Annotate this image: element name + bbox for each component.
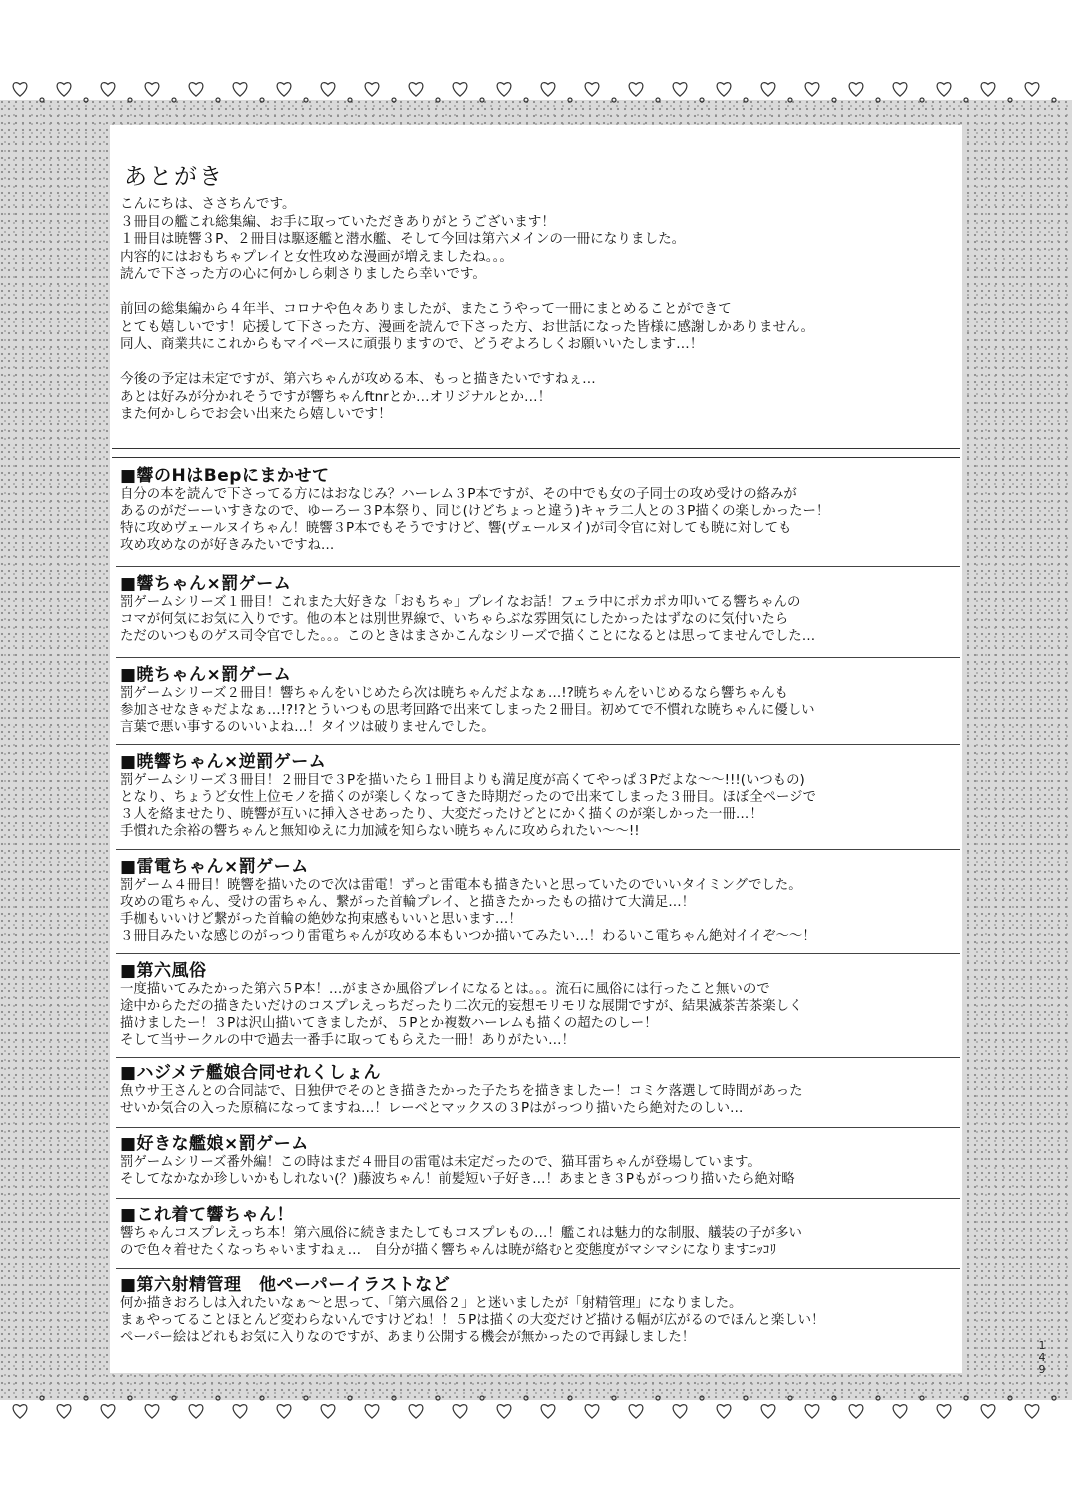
lace-dot [392, 1396, 396, 1400]
heart-ornament [101, 83, 115, 96]
section-body: 自分の本を読んで下さってる方にはおなじみ？ハーレム３P本ですが、その中でも女の子同士の攻め受けの絡みが あるのがだーーいすきなので、ゆーろー３P本祭り、同じ(けどちょっと違う)キャラ二人との３P描くの楽しかったー！ 特に攻めヴェールヌイちゃん！暁響３P本でもそうですけど、響(ヴェールヌイ)が司令官に対しても暁に対しても 攻め攻めなのが好きみたいですね… [120, 487, 830, 553]
afterword-body: こんにちは、ささちんです。 ３冊目の艦これ総集編、お手に取っていただきありがとうございます！ １冊目は暁響３P、２冊目は駆逐艦と潜水艦、そして今回は第六メインの一冊になりました。 内容的にはおもちゃプレイと女性攻めな漫画が増えましたね。。。 読んで下さった方の心に何かしら刺さりましたら幸いです。 前回の総集編から４年半、コロナや色々ありましたが、またこうやって一冊にまとめることができて とても嬉しいです！応援して下さった方、漫画を読んで下さった方、お世話になった皆様に感謝しかありません。 同人、商業共にこれからもマイペースに頑張りますので、どうぞよろしくお願いいたします…！ 今後の予定は未定ですが、第六ちゃんが攻める本、もっと描きたいですねぇ… あとは好みが分かれそうですが響ちゃんftnrとか…オリジナルとか…！ また何かしらでお会い出来たら嬉しいです！ [120, 196, 815, 422]
double-divider [112, 448, 960, 458]
lace-dot [304, 98, 308, 102]
section-divider [116, 744, 960, 745]
heart-ornament [57, 1405, 71, 1418]
heart-ornament [453, 1405, 467, 1418]
heart-ornament [761, 83, 775, 96]
lace-dot [920, 1396, 924, 1400]
lace-dot [216, 1396, 220, 1400]
afterword-title: あとがき [124, 164, 224, 190]
section-dairoku-fuuzoku [120, 961, 958, 1049]
heart-ornament [13, 83, 27, 96]
lace-dot [656, 98, 660, 102]
page-number: 1 4 9 [1038, 1339, 1046, 1376]
section-koreki-hibiki [120, 1205, 958, 1259]
heart-ornament [233, 1405, 247, 1418]
lace-dot [436, 1396, 440, 1400]
lace-dot [40, 98, 44, 102]
lace-dot [172, 98, 176, 102]
lace-dot [1052, 98, 1056, 102]
heart-ornament [717, 83, 731, 96]
lace-dot [436, 98, 440, 102]
lace-dot [348, 1396, 352, 1400]
heart-ornament [277, 1405, 291, 1418]
lace-dot [1052, 1396, 1056, 1400]
lace-dot [832, 1396, 836, 1400]
heart-ornament [321, 83, 335, 96]
lace-dot [84, 98, 88, 102]
section-title: ■これ着て響ちゃん！ [120, 1205, 295, 1225]
heart-ornament [805, 1405, 819, 1418]
heart-ornament [189, 1405, 203, 1418]
heart-ornament [893, 1405, 907, 1418]
heart-ornament [277, 83, 291, 96]
heart-lace-bottom-border [0, 1392, 1072, 1428]
lace-dot [964, 1396, 968, 1400]
lace-dot [700, 98, 704, 102]
section-body: 罰ゲームシリーズ１冊目！これまた大好きな「おもちゃ」プレイなお話！フェラ中にポカポカ叩いてる響ちゃんの コマが何気にお気に入りです。他の本とは別世界線で、いちゃらぶな雰囲気にしたかったはずなのに気付いたら ただのいつものゲス司令官でした。。。このときはまさかこんなシリーズで描くことになるとは思ってませんでした… [120, 595, 816, 644]
lace-dot [128, 1396, 132, 1400]
section-body: 何か描きおろしは入れたいなぁ～と思って、「第六風俗２」と迷いましたが「射精管理」になりました。 まぁやってることほとんど変わらないんですけどね！！５Pは描くの大変だけど描ける幅が広がるのでほんと楽しい！ ペーパー絵はどれもお気に入りなのですが、あまり公開する機会が無かったので再録しました！ [120, 1296, 825, 1345]
heart-ornament [189, 83, 203, 96]
lace-dot [700, 1396, 704, 1400]
lace-dot [568, 1396, 572, 1400]
heart-ornament [761, 1405, 775, 1418]
heart-ornament [629, 1405, 643, 1418]
lace-dot [612, 98, 616, 102]
lace-dot [216, 98, 220, 102]
heart-ornament [849, 83, 863, 96]
heart-ornament [585, 83, 599, 96]
section-divider [116, 657, 960, 658]
heart-ornament [497, 1405, 511, 1418]
section-title: ■ハジメテ艦娘合同せれくしょん [120, 1063, 382, 1083]
section-divider [116, 1198, 960, 1199]
section-divider [116, 953, 960, 954]
lace-dot [40, 1396, 44, 1400]
heart-ornament [629, 83, 643, 96]
heart-ornament [981, 83, 995, 96]
lace-dot [920, 98, 924, 102]
section-hibiki-punishment [120, 574, 958, 645]
lace-dot [744, 98, 748, 102]
heart-ornament [673, 1405, 687, 1418]
section-divider [116, 849, 960, 850]
heart-ornament [937, 83, 951, 96]
lace-dot [876, 98, 880, 102]
lace-dot [656, 1396, 660, 1400]
heart-ornament [937, 1405, 951, 1418]
lace-dot [524, 1396, 528, 1400]
section-title: ■響のHはBepにまかせて [120, 466, 330, 486]
lace-dot [128, 98, 132, 102]
lace-dot [744, 1396, 748, 1400]
heart-ornament [1025, 1405, 1039, 1418]
lace-dot [84, 1396, 88, 1400]
lace-dot [260, 1396, 264, 1400]
lace-dot [964, 98, 968, 102]
section-hibiki-bep [120, 466, 958, 554]
lace-dot [1008, 98, 1012, 102]
heart-ornament [13, 1405, 27, 1418]
heart-ornament [805, 83, 819, 96]
lace-dot [172, 1396, 176, 1400]
section-body: 罰ゲームシリーズ３冊目！２冊目で３Pを描いたら１冊目よりも満足度が高くてやっぱ３Pだよな～～!!!(いつもの) となり、ちょうど女性上位モノを描くのが楽しくなってきた時期だったので出来てしまった３冊目。ほぼ全ページで ３人を絡ませたり、暁響が互いに挿入させあったり、大変だったけどとにかく描くのが楽しかった一冊…！ 手慣れた余裕の響ちゃんと無知ゆえに力加減を知らない暁ちゃんに攻められたい～～!! [120, 773, 816, 839]
heart-ornament [321, 1405, 335, 1418]
lace-dot [568, 98, 572, 102]
heart-ornament [365, 83, 379, 96]
heart-ornament [1025, 83, 1039, 96]
section-body: 響ちゃんコスプレえっち本！第六風俗に続きまたしてもコスプレもの…！艦これは魅力的な制服、艤装の子が多い ので色々着せたくなっちゃいますねぇ… 自分が描く響ちゃんは暁が絡むと変態度がマシマシになりますﾆｯｺﾘ [120, 1226, 802, 1258]
heart-ornament [145, 83, 159, 96]
lace-dot [304, 1396, 308, 1400]
lace-dot [1008, 1396, 1012, 1400]
heart-ornament [365, 1405, 379, 1418]
heart-ornament [101, 1405, 115, 1418]
section-body: 罰ゲームシリーズ２冊目！響ちゃんをいじめたら次は暁ちゃんだよなぁ…!?暁ちゃんをいじめるなら響ちゃんも 参加させなきゃだよなぁ…!?!?とういつもの思考回路で出来てしまった２冊目。初めてで不慣れな暁ちゃんに優しい 言葉で悪い事するのいいよね…！タイツは破りませんでした。 [120, 686, 815, 735]
lace-dot [480, 98, 484, 102]
lace-dot [788, 1396, 792, 1400]
lace-dot [788, 98, 792, 102]
heart-ornament [981, 1405, 995, 1418]
section-akatsuki-punishment [120, 665, 958, 736]
section-title: ■雷電ちゃん×罰ゲーム [120, 857, 309, 877]
heart-ornament [541, 83, 555, 96]
section-title: ■暁響ちゃん×逆罰ゲーム [120, 752, 327, 772]
section-body: 魚ウサ王さんとの合同誌で、日独伊でそのとき描きたかった子たちを描きましたー！コミケ落選して時間があった せいか気合の入った原稿になってますね…！レーベとマックスの３Pはがっつり描いたら絶対たのしい… [120, 1084, 803, 1116]
lace-dot [260, 98, 264, 102]
heart-lace-top-border [0, 70, 1072, 106]
section-title: ■第六射精管理 他ペーパーイラストなど [120, 1275, 451, 1295]
section-ikazuchi-inazuma-punishment [120, 857, 958, 945]
heart-ornament [541, 1405, 555, 1418]
heart-ornament [409, 1405, 423, 1418]
heart-ornament [893, 83, 907, 96]
lace-dot [480, 1396, 484, 1400]
lace-dot [392, 98, 396, 102]
section-akatsuki-hibiki-reverse [120, 752, 958, 840]
section-body: 罰ゲーム４冊目！暁響を描いたので次は雷電！ずっと雷電本も描きたいと思っていたのでいいタイミングでした。 攻めの電ちゃん、受けの雷ちゃん、繋がった首輪プレイ、と描きたかったもの描けて大満足…！ 手枷もいいけど繋がった首輪の絶妙な拘束感もいいと思います…！ ３冊目みたいな感じのがっつり雷電ちゃんが攻める本もいつか描いてみたい…！わるいこ電ちゃん絶対イイぞ～～！ [120, 878, 816, 944]
section-body: 罰ゲームシリーズ番外編！この時はまだ４冊目の雷電は未定だったので、猫耳雷ちゃんが登場しています。 そしてなかなか珍しいかもしれない(？)藤波ちゃん！前髪短い子好き…！あまとき３Pもがっつり描いたら絶対略 [120, 1155, 795, 1187]
section-dairoku-management [120, 1275, 958, 1346]
section-divider [116, 1268, 960, 1269]
heart-ornament [145, 1405, 159, 1418]
heart-ornament [497, 83, 511, 96]
lace-dot [348, 98, 352, 102]
lace-dot [524, 98, 528, 102]
section-title: ■暁ちゃん×罰ゲーム [120, 665, 292, 685]
lace-dot [876, 1396, 880, 1400]
section-favorite-shipgirl [120, 1134, 958, 1188]
section-title: ■好きな艦娘×罰ゲーム [120, 1134, 309, 1154]
section-title: ■第六風俗 [120, 961, 207, 981]
heart-ornament [585, 1405, 599, 1418]
section-divider [116, 1127, 960, 1128]
heart-ornament [717, 1405, 731, 1418]
lace-dot [612, 1396, 616, 1400]
heart-ornament [453, 83, 467, 96]
heart-ornament [57, 83, 71, 96]
heart-ornament [673, 83, 687, 96]
section-title: ■響ちゃん×罰ゲーム [120, 574, 292, 594]
section-divider [116, 1057, 960, 1058]
heart-ornament [233, 83, 247, 96]
section-hajimete-anthology [120, 1063, 958, 1117]
heart-ornament [849, 1405, 863, 1418]
heart-ornament [409, 83, 423, 96]
section-divider [116, 566, 960, 567]
section-body: 一度描いてみたかった第六５P本！…がまさか風俗プレイになるとは。。。流石に風俗には行ったこと無いので 途中からただの描きたいだけのコスプレえっちだったり二次元的妄想モリモリな展開ですが、結果滅茶苦茶楽しく 描けましたー！３Pは沢山描いてきましたが、５Pとか複数ハーレムも描くの超たのしー！ そして当サークルの中で過去一番手に取ってもらえた一冊！ありがたい…！ [120, 982, 803, 1048]
lace-dot [832, 98, 836, 102]
